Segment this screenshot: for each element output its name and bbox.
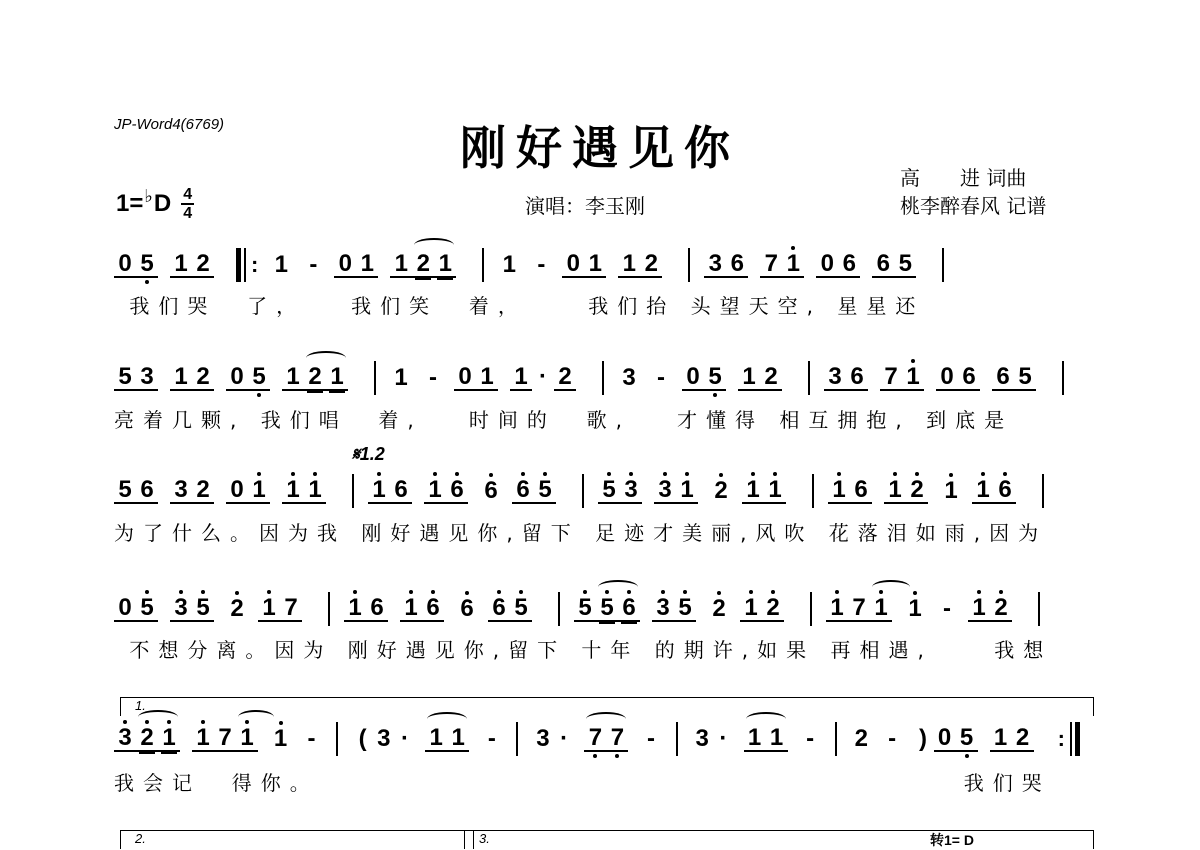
song-title: 刚好遇见你 xyxy=(460,121,740,175)
key-note: D xyxy=(153,190,172,217)
singer-credit: 演唱：李玉刚 xyxy=(525,194,645,218)
score-line-1: 0 5 1 2 : 1 - 0 1 1 2 1 1 - 0 1 1 2 3 6 7 1 0 6 6 5 xyxy=(114,250,1090,280)
volta-2 xyxy=(120,830,474,849)
score-line-3: 5 6 3 2 0 1 1 1 1 6 1 6 6 6 5 5 3 3 1 2 1 1 1 6 1 2 1 1 6 xyxy=(114,476,1090,506)
flat-sign: ♭ xyxy=(144,185,153,206)
score-line-4: 0 5 3 5 2 1 7 1 6 1 6 6 6 5 5 5 6 3 5 2 1 2 1 7 1 1 - 1 2 xyxy=(114,594,1090,624)
transcriber-credit: 桃李醉春风 记谱 xyxy=(900,194,1047,218)
score-line-5: 3 2 1 1 7 1 1 - ( 3 · 1 1 - 3 · 7 7 - 3 · 1 1 - 2 - ) 0 5 1 2 : xyxy=(114,724,1090,754)
repeat-start: : xyxy=(236,248,260,282)
key-signature xyxy=(116,186,194,222)
lyrics-line-5: 我会记 得你。 我们哭 xyxy=(114,771,1051,795)
score-line-2: 5 3 1 2 0 5 1 2 1 1 - 0 1 1 · 2 3 - 0 5 1 2 3 6 7 1 0 6 6 5 xyxy=(114,363,1090,393)
volta-3 xyxy=(464,830,1094,849)
composer-credit: 高 进 词曲 xyxy=(900,166,1027,190)
time-signature xyxy=(181,186,194,222)
repeat-end: : xyxy=(1056,722,1080,756)
volta-1-label: 1. xyxy=(135,698,146,713)
lyrics-line-2: 亮着几颗, 我们唱 着, 时间的 歌, 才懂得 相互拥抱, 到底是 xyxy=(114,408,1014,432)
time-numerator: 4 xyxy=(183,186,193,203)
lyrics-line-4: 不想分离。因为 刚好遇见你,留下 十年 的期许,如果 再相遇, 我想 xyxy=(114,638,1053,662)
segno-mark: 𝄋1.2 xyxy=(352,444,385,464)
time-denominator: 4 xyxy=(183,205,193,222)
volta-3-label: 3. xyxy=(479,831,490,846)
key-prefix: 1= xyxy=(116,190,144,217)
lyrics-line-1: 我们哭 了， 我们笑 着， 我们抬 头望天空, 星星还 xyxy=(114,294,925,318)
lyrics-line-3: 为了什么。因为我 刚好遇见你,留下 足迹才美丽,风吹 花落泪如雨,因为 xyxy=(114,521,1048,545)
key-change-mark: 转1= D xyxy=(930,832,974,848)
volta-2-label: 2. xyxy=(135,831,146,846)
source-label: JP-Word4(6769) xyxy=(114,116,225,133)
